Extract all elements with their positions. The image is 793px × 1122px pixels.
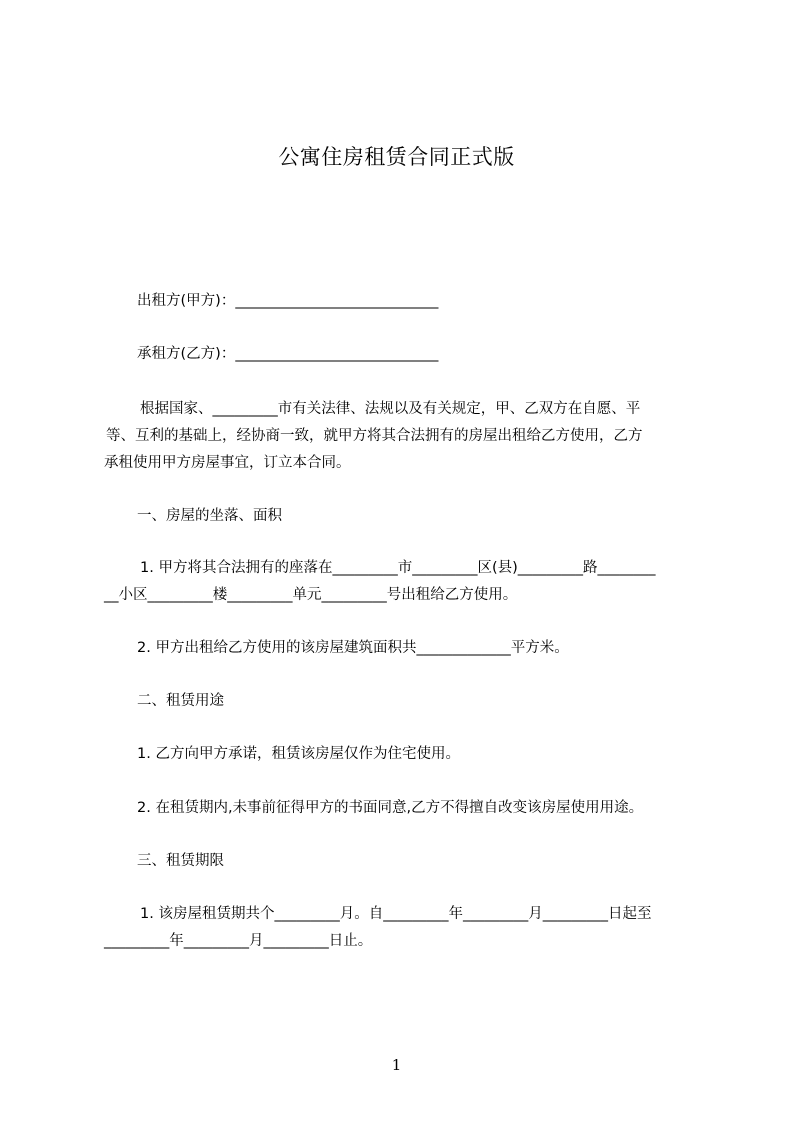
clause-3-1-line-1: 1. 该房屋租赁期共个_________月。自_________年_________月_________日起至 xyxy=(140,906,652,922)
lessor-party-line: 出租方(甲方)：____________________________ xyxy=(137,293,439,309)
clause-2-1: 1. 乙方向甲方承诺，租赁该房屋仅作为住宅使用。 xyxy=(137,746,460,762)
lessee-party-line: 承租方(乙方)：____________________________ xyxy=(137,346,439,362)
clause-1-1-line-1: 1. 甲方将其合法拥有的座落在_________市_________区(县)_________路________ xyxy=(140,560,656,576)
clause-1-1-line-2: __小区_________楼_________单元_________号出租给乙方使用。 xyxy=(104,587,518,603)
preamble-line-3: 承租使用甲方房屋事宜，订立本合同。 xyxy=(104,455,351,471)
clause-2-2: 2. 在租赁期内,未事前征得甲方的书面同意,乙方不得擅自改变该房屋使用用途。 xyxy=(137,800,644,816)
preamble-line-1: 根据国家、_________市有关法律、法规以及有关规定，甲、乙双方在自愿、平 xyxy=(140,401,641,417)
document-title: 公寓住房租赁合同正式版 xyxy=(278,145,515,169)
section-heading-lease-purpose: 二、租赁用途 xyxy=(137,693,224,709)
section-heading-location-area: 一、房屋的坐落、面积 xyxy=(137,508,282,524)
clause-1-2: 2. 甲方出租给乙方使用的该房屋建筑面积共_____________平方米。 xyxy=(137,640,569,656)
section-heading-lease-term: 三、租赁期限 xyxy=(137,853,224,869)
preamble-line-2: 等、互利的基础上，经协商一致，就甲方将其合法拥有的房屋出租给乙方使用，乙方 xyxy=(106,428,643,444)
page-number: 1 xyxy=(391,1056,402,1074)
clause-3-1-line-2: _________年_________月_________日止。 xyxy=(104,933,373,949)
